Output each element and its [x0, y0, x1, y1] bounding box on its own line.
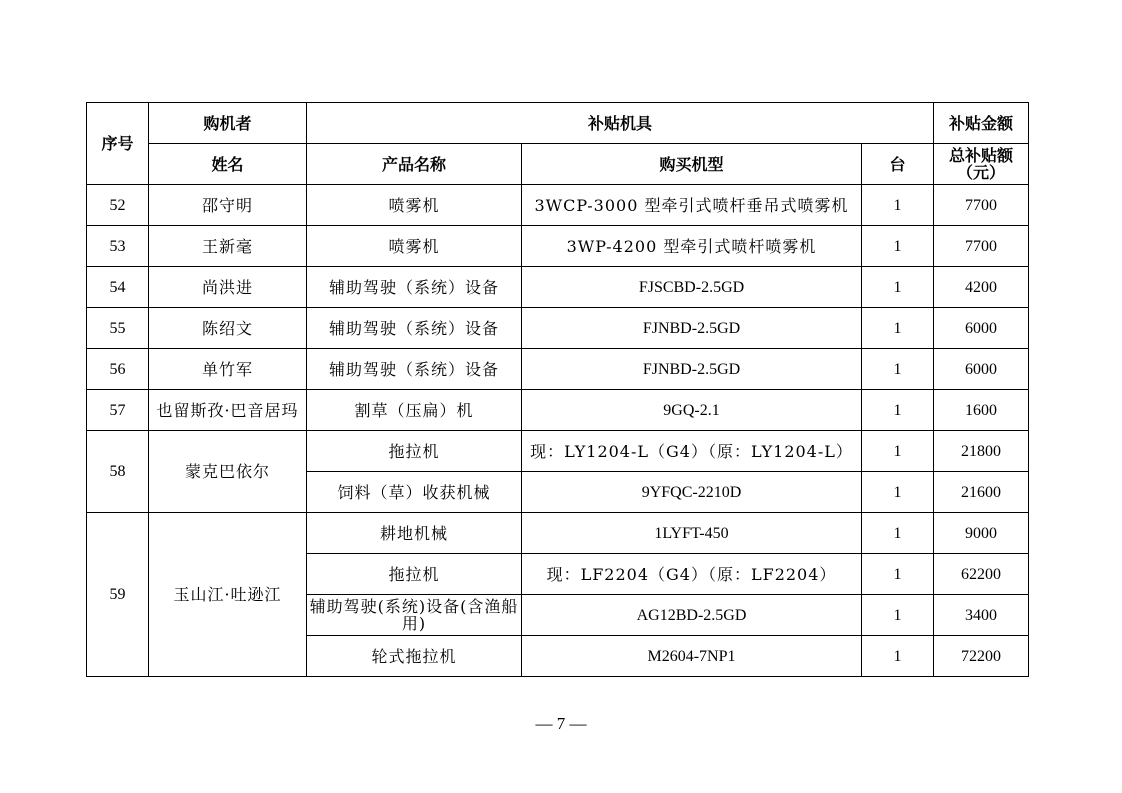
cell-amount: 6000 — [934, 308, 1029, 349]
table-row — [87, 226, 1029, 267]
header-total-subsidy: 总补贴额（元） — [934, 144, 1029, 185]
cell-units: 1 — [862, 472, 934, 513]
header-units: 台 — [862, 144, 934, 185]
cell-amount: 72200 — [934, 636, 1029, 677]
cell-units: 1 — [862, 226, 934, 267]
header-row-1 — [87, 103, 1029, 144]
cell-seq: 56 — [87, 349, 149, 390]
cell-name: 单竹军 — [149, 349, 307, 390]
subsidy-table — [86, 102, 1029, 677]
header-seq: 序号 — [87, 103, 149, 185]
cell-product: 拖拉机 — [307, 431, 522, 472]
cell-model: 现：LY1204-L（G4）（原：LY1204-L） — [522, 431, 862, 472]
cell-amount: 1600 — [934, 390, 1029, 431]
cell-product: 辅助驾驶（系统）设备 — [307, 308, 522, 349]
cell-model: 9YFQC-2210D — [522, 472, 862, 513]
table-row — [87, 390, 1029, 431]
cell-units: 1 — [862, 349, 934, 390]
header-row-2 — [87, 144, 1029, 185]
page-number: — 7 — — [535, 714, 587, 733]
cell-seq: 54 — [87, 267, 149, 308]
cell-amount: 3400 — [934, 595, 1029, 636]
table-row — [87, 431, 1029, 472]
cell-model: M2604-7NP1 — [522, 636, 862, 677]
cell-model: 1LYFT-450 — [522, 513, 862, 554]
cell-model: 3WP-4200 型牵引式喷杆喷雾机 — [522, 226, 862, 267]
cell-seq: 58 — [87, 431, 149, 513]
cell-product: 轮式拖拉机 — [307, 636, 522, 677]
cell-product: 辅助驾驶(系统)设备(含渔船用) — [307, 595, 522, 636]
table-row — [87, 185, 1029, 226]
cell-model: AG12BD-2.5GD — [522, 595, 862, 636]
cell-amount: 6000 — [934, 349, 1029, 390]
cell-product: 饲料（草）收获机械 — [307, 472, 522, 513]
cell-units: 1 — [862, 431, 934, 472]
cell-model: 3WCP-3000 型牵引式喷杆垂吊式喷雾机 — [522, 185, 862, 226]
cell-product: 辅助驾驶（系统）设备 — [307, 267, 522, 308]
cell-seq: 53 — [87, 226, 149, 267]
cell-units: 1 — [862, 595, 934, 636]
table-row — [87, 349, 1029, 390]
header-buyer: 购机者 — [149, 103, 307, 144]
cell-units: 1 — [862, 390, 934, 431]
cell-units: 1 — [862, 554, 934, 595]
cell-product: 喷雾机 — [307, 185, 522, 226]
header-product-name: 产品名称 — [307, 144, 522, 185]
cell-model: FJNBD-2.5GD — [522, 308, 862, 349]
cell-product: 喷雾机 — [307, 226, 522, 267]
cell-amount: 62200 — [934, 554, 1029, 595]
header-name: 姓名 — [149, 144, 307, 185]
cell-product: 辅助驾驶（系统）设备 — [307, 349, 522, 390]
cell-amount: 9000 — [934, 513, 1029, 554]
cell-amount: 7700 — [934, 226, 1029, 267]
cell-name: 蒙克巴依尔 — [149, 431, 307, 513]
cell-product: 割草（压扁）机 — [307, 390, 522, 431]
cell-seq: 55 — [87, 308, 149, 349]
cell-name: 也留斯孜·巴音居玛 — [149, 390, 307, 431]
cell-name: 陈绍文 — [149, 308, 307, 349]
cell-model: 9GQ-2.1 — [522, 390, 862, 431]
cell-product: 耕地机械 — [307, 513, 522, 554]
header-subsidy-amount: 补贴金额 — [934, 103, 1029, 144]
cell-name: 王新毫 — [149, 226, 307, 267]
cell-amount: 21800 — [934, 431, 1029, 472]
cell-model: FJSCBD-2.5GD — [522, 267, 862, 308]
cell-seq: 52 — [87, 185, 149, 226]
cell-units: 1 — [862, 267, 934, 308]
cell-model: FJNBD-2.5GD — [522, 349, 862, 390]
cell-amount: 4200 — [934, 267, 1029, 308]
cell-amount: 21600 — [934, 472, 1029, 513]
table-row — [87, 267, 1029, 308]
cell-units: 1 — [862, 636, 934, 677]
cell-name: 邵守明 — [149, 185, 307, 226]
cell-units: 1 — [862, 185, 934, 226]
cell-seq: 57 — [87, 390, 149, 431]
cell-units: 1 — [862, 513, 934, 554]
header-implement: 补贴机具 — [307, 103, 934, 144]
cell-seq: 59 — [87, 513, 149, 677]
cell-model: 现：LF2204（G4）（原：LF2204） — [522, 554, 862, 595]
header-model: 购买机型 — [522, 144, 862, 185]
cell-amount: 7700 — [934, 185, 1029, 226]
cell-product: 拖拉机 — [307, 554, 522, 595]
cell-name: 玉山江·吐逊江 — [149, 513, 307, 677]
cell-units: 1 — [862, 308, 934, 349]
table-row — [87, 513, 1029, 554]
cell-name: 尚洪进 — [149, 267, 307, 308]
table-row — [87, 308, 1029, 349]
